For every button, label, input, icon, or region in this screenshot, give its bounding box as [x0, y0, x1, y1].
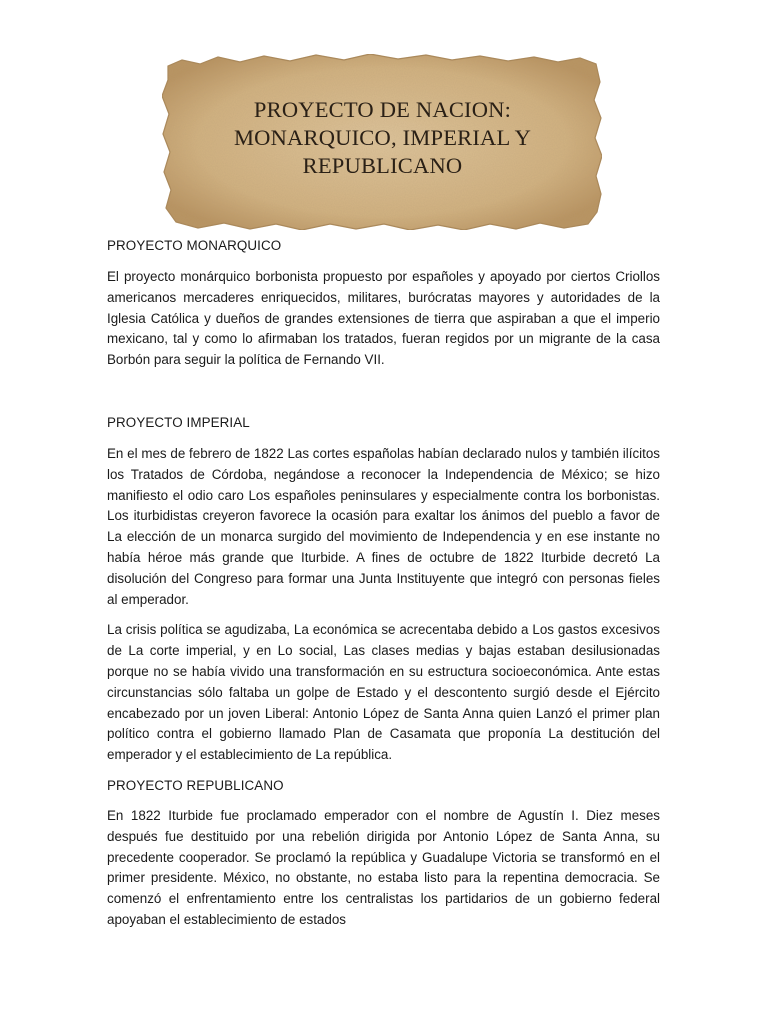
paragraph-republicano: En 1822 Iturbide fue proclamado emperador con el nombre de Agustín I. Diez meses después fue destituido por una rebelión dirigida por Antonio López de Santa Anna, su precedente cooperador. Se proclamó la república y Guadalupe Victoria se transformó en el primer presidente. México, no obstante, no estaba listo para la repentina democracia. Se comenzó el enfrentamiento entre los centralistas los partidarios de un gobierno federal apoyaban el establecimiento de estados [107, 807, 660, 927]
section-heading-imperial: PROYECTO IMPERIAL [107, 414, 250, 430]
title-banner [160, 52, 605, 232]
banner-title-line-2: MONARQUICO, IMPERIAL Y [233, 125, 532, 150]
banner-title-line-3: REPUBLICANO [302, 153, 463, 178]
banner-title-line-1: PROYECTO DE NACION: [253, 97, 512, 122]
paragraph-imperial-2: La crisis política se agudizaba, La económica se acrecentaba debido a Los gastos excesivos de La corte imperial, y en Lo social, Las clases medias y bajas estaban desilusionadas porque no se había vivido una transformación en su estructura socioeconómica. Ante estas circunstancias sólo faltaba un golpe de Estado y el descontento surgió desde el Ejército encabezado por un joven Liberal: Antonio López de Santa Anna quien Lanzó el primer plan político contra el gobierno llamado Plan de Casamata que proponía La destitución del emperador y el establecimiento de La república. [107, 622, 660, 763]
section-heading-republicano: PROYECTO REPUBLICANO [107, 777, 284, 793]
paragraph-monarquico: El proyecto monárquico borbonista propuesto por españoles y apoyado por ciertos Criollos americanos mercaderes enriquecidos, militares, burócratas mayores y autoridades de la Iglesia Católica y dueños de grandes extensiones de tierra que aspiraban a que el imperio mexicano, tal y como lo afirmaban los tratados, fueran regidos por un migrante de la casa Borbón para seguir la política de Fernando VII. [107, 269, 660, 368]
banner-title [160, 96, 605, 180]
document-body [107, 234, 660, 931]
paragraph-imperial-1: En el mes de febrero de 1822 Las cortes españolas habían declarado nulos y también ilícitos los Tratados de Córdoba, negándose a reconocer la Independencia de México; se hizo manifiesto el odio caro Los españoles peninsulares y especialmente contra los borbonistas. Los iturbidistas creyeron favorece la ocasión para exaltar los ánimos del pueblo a favor de La elección de un monarca surgido del movimiento de Independencia y en ese instante no había héroe más grande que Iturbide. A fines de octubre de 1822 Iturbide decretó La disolución del Congreso para formar una Junta Instituyente que integró con personas fieles al emperador. [107, 445, 660, 607]
section-heading-monarquico: PROYECTO MONARQUICO [107, 238, 282, 253]
